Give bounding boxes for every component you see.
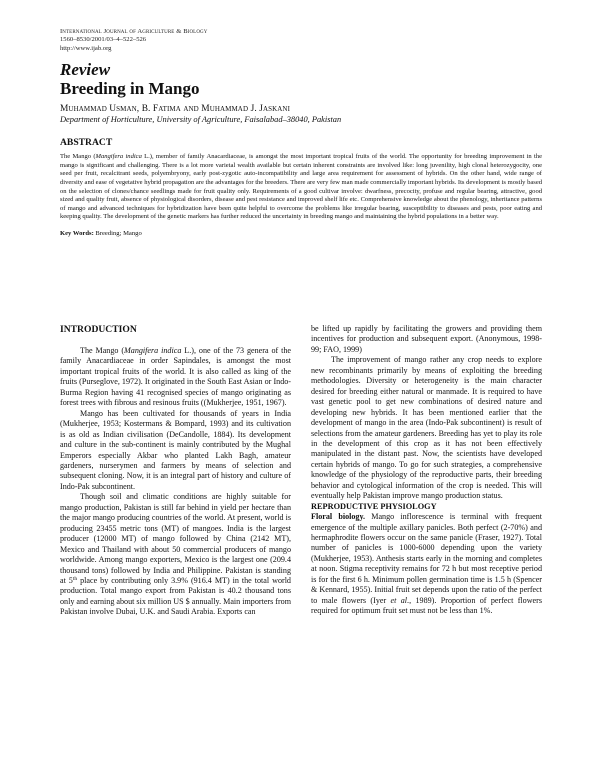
journal-issn: 1560–8530/2001/03–4–522–526: [60, 36, 147, 44]
left-column: [60, 324, 291, 618]
paper-page: [60, 28, 542, 617]
intro-p1-start: The Mango (: [80, 346, 125, 355]
intro-paragraph-5: The improvement of mango rather any crop needs to explore new recombinants primarily by means of exploiting the breeding methodologies. Diversity or heterogeneity is the main character desired for breeding either natural or manmade. It is required to have vast genetic pool to get new combinations of desired nature and developing new hybrids. It has been mentioned earlier that the development of mango in the area (Indo-Pak subcontinent) is result of selections from the amateur gardeners. Breeding has yet to play its role in the development of this crop as it has not been effectively manipulated in the distant past. Now, the scientists have developed certain hybrids of mango. To go for such strategies, a comprehensive knowledge of the physiology of the reproductive parts, their breeding behavior and cytological information of the crop is needed. This will eventually help Pakistan improve mango production status.: [311, 355, 542, 501]
article-type: Review: [60, 60, 111, 80]
journal-url: http://www.ijab.org: [60, 44, 112, 52]
abstract-body: [60, 153, 542, 222]
keywords-label: Key Words:: [60, 229, 94, 237]
intro-species-name: Mangifera indica: [124, 346, 182, 355]
intro-p3-rest: place by contributing only 3.9% (916.4 MT) in the total world production. Total mango export from Pakistan is 40.2 thousand tons only and earning about six million US $ annually. Main importers from Pakistan involve Dubai, U.K. and Saudi Arabia. Exports can: [60, 575, 292, 617]
floral-biology-label: Floral biology.: [311, 512, 366, 522]
article-affiliation: Department of Horticulture, University of Agriculture, Faisalabad–38040, Pakistan: [60, 115, 342, 125]
intro-paragraph-4: be lifted up rapidly by facilitating the growers and providing them incentives for production and subsequent export. (Anonymous, 1998-99; FAO, 1999): [311, 324, 542, 354]
floral-biology-text: Mango inflorescence is terminal with frequent emergence of the multiple axillary panicles. Both perfect (2-70%) and hermaphrodite flowers occur on the same panicle (Fraser, 1927). Total number of panicles is 1000-6000 depending upon the variety (Mukherjee, 1953). Anthesis starts early in the morning and completes at noon. Stigma receptivity remains for 72 h but most receptive period is for the first 6 h. Minimum pollen germination time is 1.5 h (Spencer & Kennard, 1955). Initial fruit set depends upon the ratio of the perfect to male flowers (Iyer: [311, 512, 542, 605]
abstract-heading: ABSTRACT: [60, 137, 113, 149]
intro-paragraph-3: [60, 492, 291, 617]
right-column: [311, 324, 542, 617]
journal-name: International Journal of Agriculture & Biology: [60, 28, 208, 35]
floral-biology-paragraph: [311, 512, 542, 617]
introduction-heading: INTRODUCTION: [60, 324, 137, 335]
reproductive-physiology-heading: REPRODUCTIVE PHYSIOLOGY: [311, 501, 437, 511]
article-authors: Muhammad Usman, B. Fatima and Muhammad J. Jaskani: [60, 104, 290, 115]
article-title: Breeding in Mango: [60, 79, 200, 99]
floral-biology-text-end: ., 1989). Proportion of perfect flowers required for optimum fruit set must not be less than 1%.: [311, 595, 542, 616]
ordinal-superscript: th: [72, 575, 78, 582]
intro-p3-start: Though soil and climatic conditions are highly suitable for mango production, Pakistan is still far behind in yield per hectare than the major mango producing countries of the world. At present, world is producing 23455 metric tons (MT) of mangoes. India is the largest producer (12000 MT) of mango followed by China (2142 MT), Mexico and Thailand with about 50 commercial producers of mango worldwide. Among mango exporters, Mexico is the largest one (209.4 thousand tons) followed by India and Philippine. Pakistan is standing at 5: [60, 492, 291, 585]
intro-p1-rest: L.), one of the 73 genera of the family Anacardiaceae in order Sapindales, is amongst the most important tropical fruits of the world. It is also called as king of the fruits (Purseglove, 1972). It originated in the South East Asian or Indo-Burma Region having 41 recognised species of mango originating as forest trees with fibrous and resinous fruits ((Mukherjee, 1951, 1967).: [60, 346, 291, 408]
journal-header: [60, 28, 542, 53]
abstract-text-rest: L.), member of family Anacardiaceae, is amongst the most important tropical fruits of the world. The opportunity for breeding improvement in the mango is significant and challenging. There is a lot more varietal wealth available but certain inherent constraints are involved like: long juvenility, high clonal heterozygocity, one seed per fruit, recalcitrant seeds, polyembryony, early post-zygotic auto-incompatibility and large area requirement for assessment of hybrids. On the other hand, wide range of diversity and ease of vegetative hybrid propagation are the advantages for the breeders. There are very few man made commercially important hybrids. Its development is mostly based on the selection of clones/chance seedlings made for fruit quality only. Requirements of a good cultivar involve: dwarfness, precocity, profuse and regular bearing, attractive, good sized and quality fruit, absence of physiological disorders, disease and pest resistance and improved shelf life etc. Comprehensive knowledge about the phenology, inheritance patterns of mango and advanced techniques for hybridization have been quite helpful to overcome the problems like irregular bearing, susceptibility to diseases and pests, poor eating and keeping quality. The development of the genetic markers has further reduced the uncertainty in breeding mango and maintaining the hybrid populations in a better way.: [60, 153, 542, 221]
keywords: [60, 229, 542, 238]
intro-paragraph-1: [60, 346, 291, 409]
abstract-text-start: The Mango (: [60, 153, 96, 161]
keywords-value: Breeding; Mango: [93, 229, 142, 237]
intro-paragraph-2: Mango has been cultivated for thousands of years in India (Mukherjee, 1953; Kostermans & Bompard, 1993) and its cultivation is as old as Indian civilisation (DeCandolle, 1884). Its development and culture in the sub-continent is mainly contributed by the Mughal Emperors especially Akbar who planted Lakh Bagh, amateur gardeners, nurserymen and farmers by means of selection and subsequent cloning. Now, it is an integral part of history and culture of Indo-Pak subcontinent.: [60, 408, 291, 491]
abstract-species-name: Mangifera indica: [95, 153, 142, 161]
et-al: et al: [390, 595, 408, 605]
